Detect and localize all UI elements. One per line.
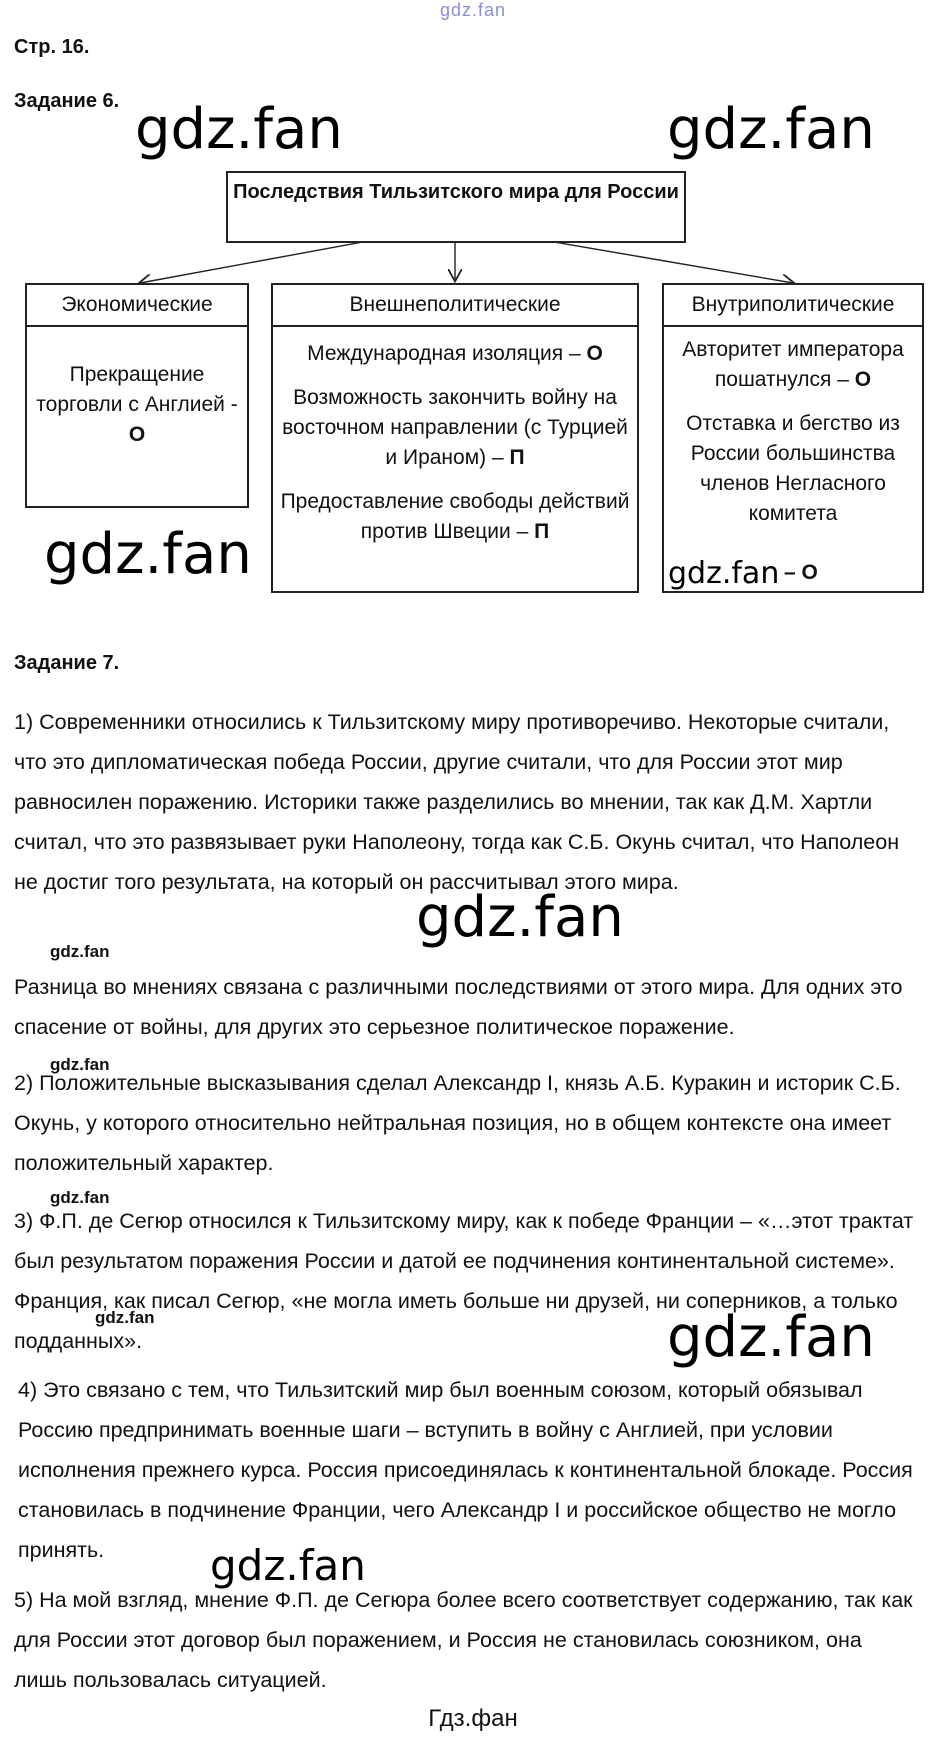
answer-4-text: 4) Это связано с тем, что Тильзитский мир был военным союзом, который обязывал Россию предпринимать военные шаги – вступить в войну с Англией, при условии исполнения прежнего курса. Россия присоединялась к континентальной блокаде. Россия становилась в подчинение Франции, чего Александр I и российское общество не могло принять. xyxy=(18,1378,913,1562)
task7-answer-2 xyxy=(14,1063,914,1183)
watermark: gdz.fan xyxy=(95,1308,155,1327)
watermark: gdz.fan xyxy=(135,97,343,162)
task6-heading: Задание 6. xyxy=(14,90,120,112)
domestic-policy-item: Отставка и бегство из России большинства членов Негласного комитета xyxy=(686,412,900,525)
watermark: gdz.fan xyxy=(44,522,252,587)
foreign-policy-title: Внешнеполитические xyxy=(273,285,637,327)
watermark: gdz.fan xyxy=(667,97,875,162)
watermark: gdz.fan xyxy=(667,1305,875,1370)
economic-items xyxy=(33,360,241,464)
footer-watermark: Гдз.фан xyxy=(428,1705,518,1732)
answer-2-text: 2) Положительные высказывания сделал Александр I, князь А.Б. Куракин и историк С.Б. Окунь, у которого относительно нейтральная позиция, но в общем контексте она имеет положительный характер. xyxy=(14,1071,901,1175)
answer-3-text: 3) Ф.П. де Сегюр относился к Тильзитскому миру, как к победе Франции – «…этот трактат был результатом поражения России и датой ее подчинения континентальной системе». Франция, как писал Сегюр, «не могла иметь больше ни друзей, ни соперников, а только подданных». xyxy=(14,1209,914,1353)
consequences-title: Последствия Тильзитского мира для России xyxy=(233,181,679,203)
foreign-policy-item: Международная изоляция – О xyxy=(307,342,603,365)
page-label: Стр. 16. xyxy=(14,36,90,58)
foreign-policy-box xyxy=(271,283,639,593)
watermark: gdz.fan xyxy=(50,1188,110,1207)
economic-item: Прекращение торговли с Англией - О xyxy=(36,363,238,446)
task7-answer-1 xyxy=(14,702,914,902)
foreign-policy-item: Возможность закончить войну на восточном направлении (с Турцией и Ираном) – П xyxy=(282,386,628,469)
watermark: gdz.fan xyxy=(50,1055,110,1074)
answer-1-text: 1) Современники относились к Тильзитскому миру противоречиво. Некоторые считали, что это дипломатическая победа России, другие считали, что для России этот мир равносилен поражению. Историки также разделились во мнении, так как Д.М. Хартли считал, что это развязывает руки Наполеону, тогда как С.Б. Окунь считал, что Наполеон не достиг того результата, на который он рассчитывал этого мира. xyxy=(14,710,900,894)
answer-1b-text: Разница во мнениях связана с различными последствиями от этого мира. Для одних это спасение от войны, для других это серьезное политическое поражение. xyxy=(14,975,903,1039)
watermark: gdz.fan xyxy=(416,885,624,950)
top-watermark: gdz.fan xyxy=(439,0,507,20)
domestic-policy-trailing-mark: – О xyxy=(784,561,818,584)
consequences-title-box xyxy=(226,171,686,243)
answer-5-text: 5) На мой взгляд, мнение Ф.П. де Сегюра более всего соответствует содержанию, так как для России этот договор был поражением, и Россия не становилась союзником, она лишь пользовалась ситуацией. xyxy=(14,1588,913,1692)
domestic-policy-title: Внутриполитические xyxy=(664,285,922,327)
task7-answer-5 xyxy=(14,1580,914,1700)
task7-heading: Задание 7. xyxy=(14,652,120,674)
economic-title: Экономические xyxy=(27,285,247,327)
foreign-policy-item: Предоставление свободы действий против Швеции – П xyxy=(280,490,630,543)
domestic-policy-items xyxy=(670,335,916,543)
domestic-policy-item: Авторитет императора пошатнулся – О xyxy=(682,338,904,391)
domestic-policy-box xyxy=(662,283,924,593)
watermark: gdz.fan xyxy=(668,556,780,591)
foreign-policy-items xyxy=(279,339,631,561)
watermark: gdz.fan xyxy=(210,1541,366,1590)
task7-answer-4 xyxy=(18,1370,918,1570)
economic-box xyxy=(25,283,249,508)
task7-answer-1b xyxy=(14,967,914,1047)
watermark: gdz.fan xyxy=(50,942,110,961)
